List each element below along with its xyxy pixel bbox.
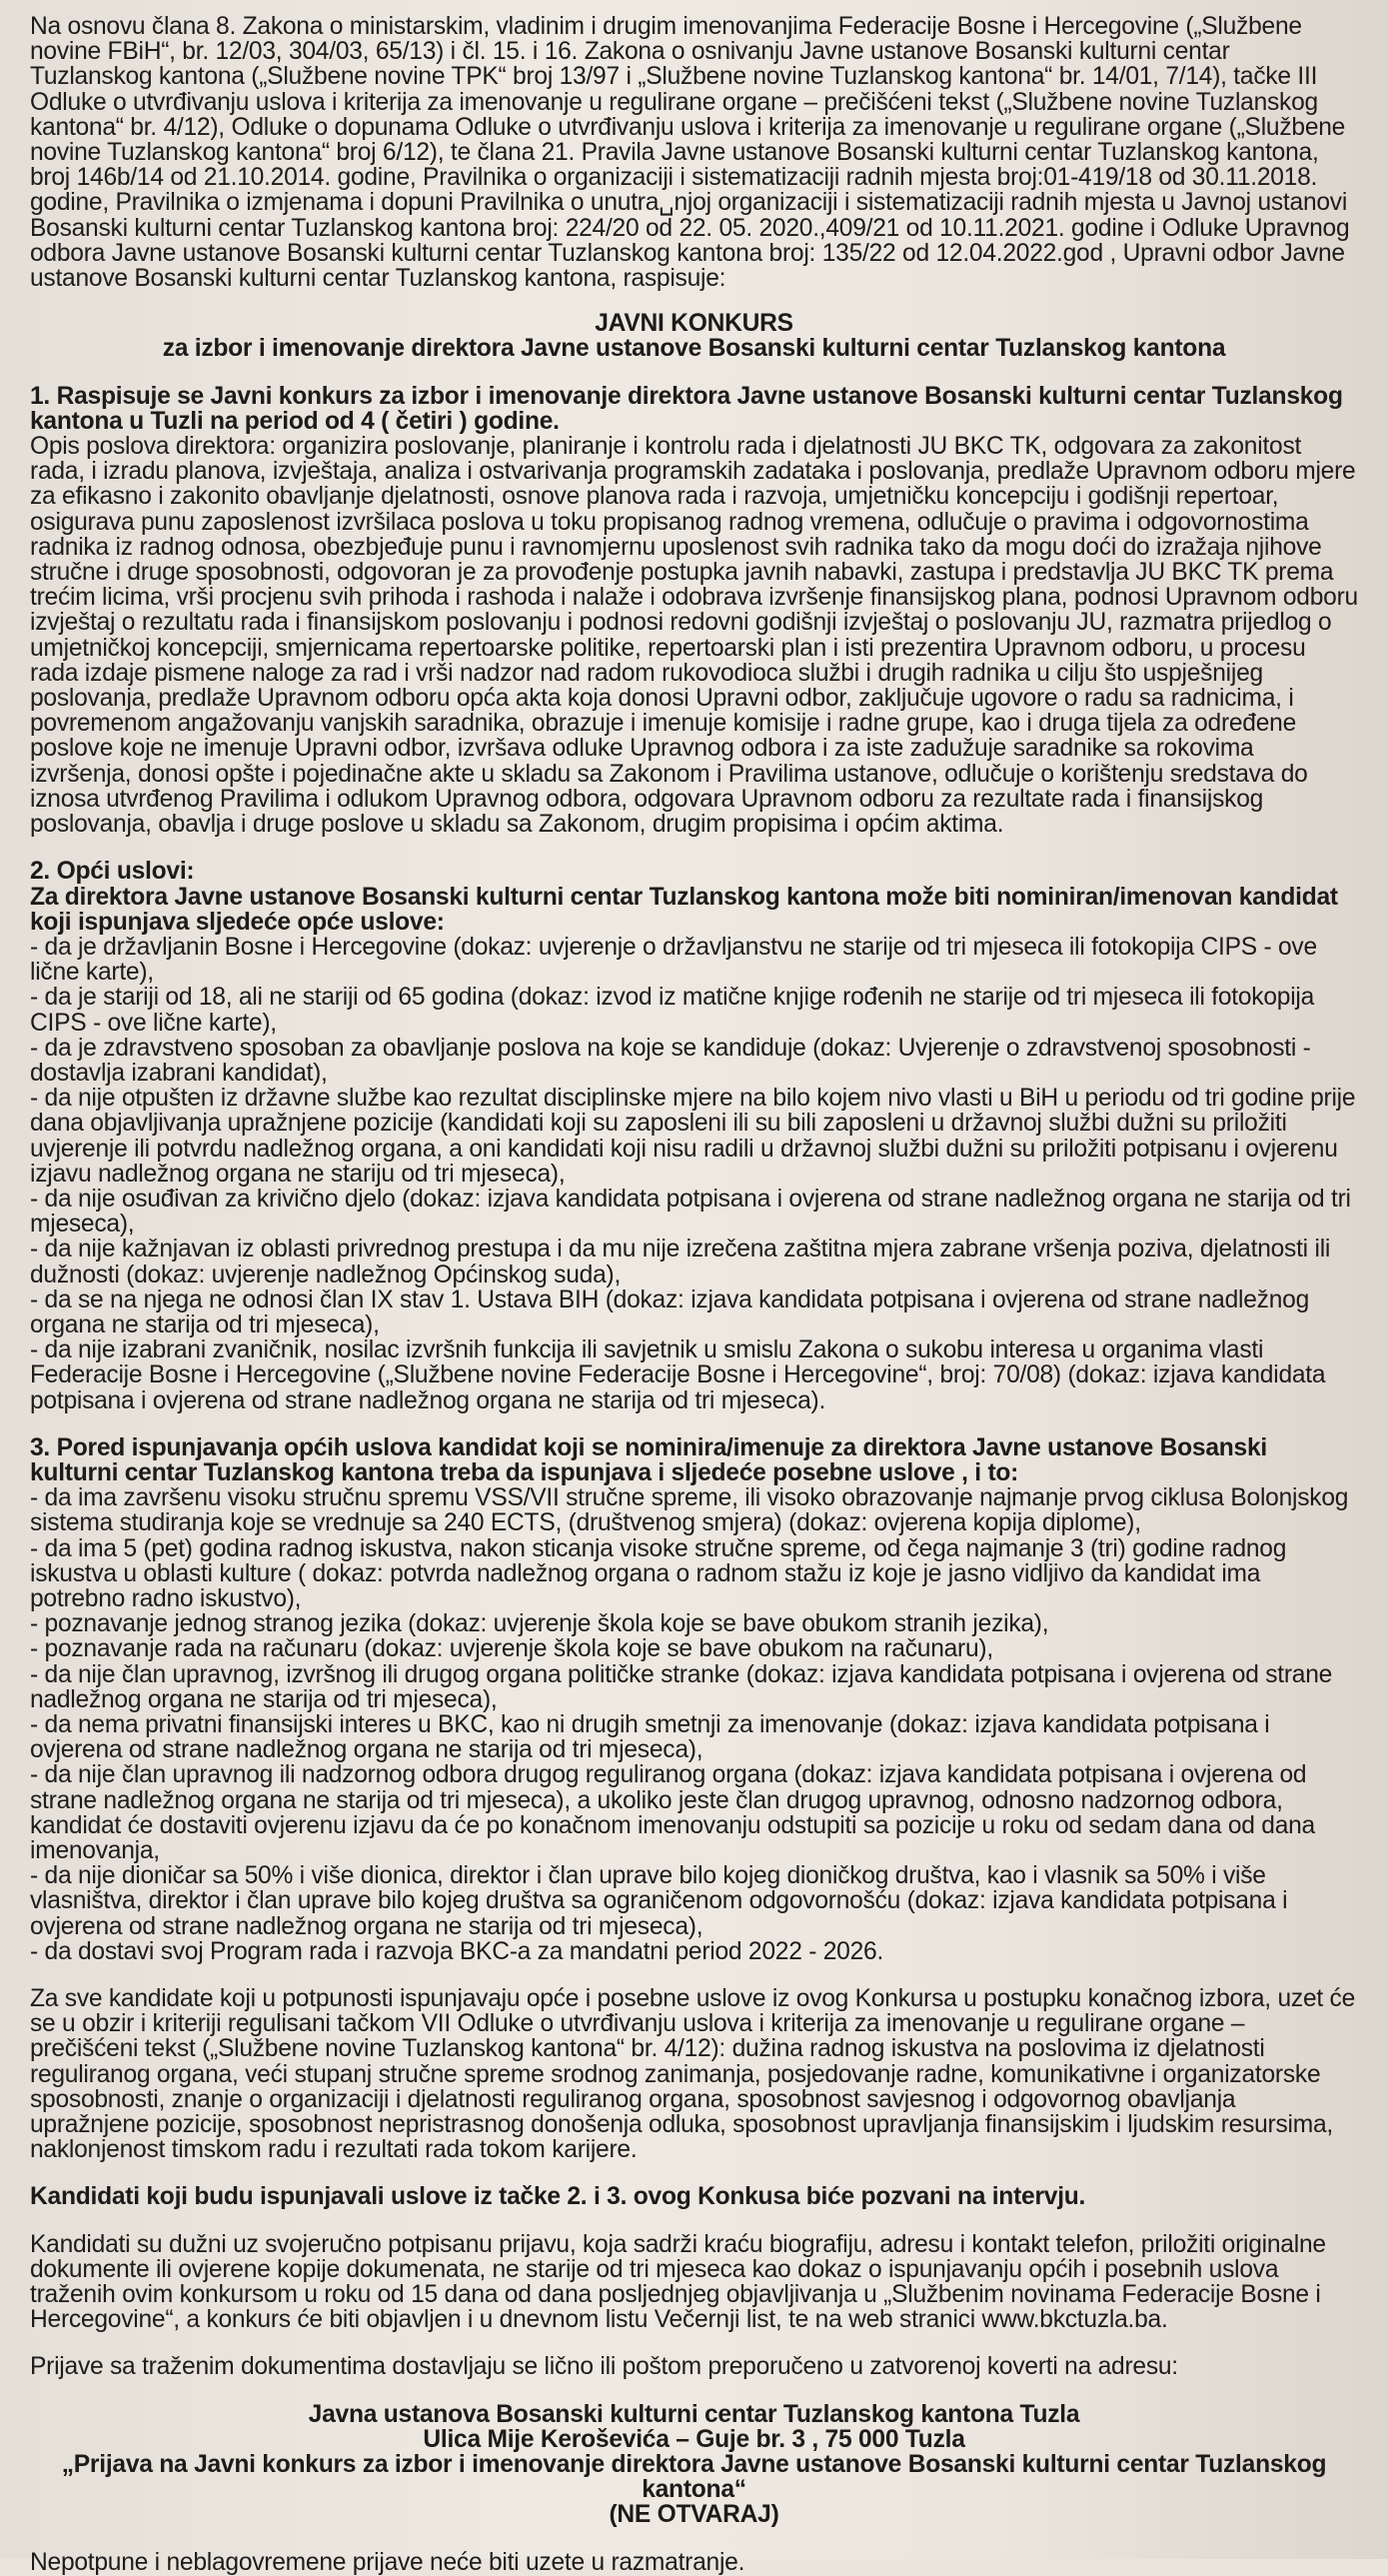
section-2-lead: Za direktora Javne ustanove Bosanski kulturni centar Tuzlanskog kantona može biti nominiran/imenovan kandidat koji ispunjava sljedeće opće uslove: xyxy=(30,883,1338,936)
section-1 xyxy=(30,384,1358,838)
general-condition-item: - da je stariji od 18, ali ne stariji od 65 godina (dokaz: izvod iz matične knjige rođenih ne starije od tri mjeseca ili fotokopija CIPS - ove lične karte), xyxy=(30,984,1315,1037)
special-condition-item: - da nije dioničar sa 50% i više dionica, direktor i član uprave bilo kojeg dioničkog društva, kao i vlasnik sa 50% i više vlasništva, direktor i član uprave bilo kojeg društva sa ograničenom odgovornošću (dokaz: izjava kandidata potpisana i ovjerena od strane nadležnog organa ne starija od tri mjeseca), xyxy=(30,1862,1288,1940)
special-condition-item: - poznavanje rada na računaru (dokaz: uvjerenje škola koje se bave obukom na računaru), xyxy=(30,1635,993,1663)
general-condition-item: - da nije izabrani zvaničnik, nosilac izvršnih funkcija ili savjetnik u smislu Zakona o sukobu interesa u organima vlasti Federacije Bosne i Hercegovine („Službene novine Federacije Bosne i Hercegovine“, broj: 70/08) (dokaz: izjava kandidata potpisana i ovjerena od strane nadležnog organa ne starija od tri mjeseca). xyxy=(30,1336,1326,1414)
special-condition-item: - da nije član upravnog ili nadzornog odbora drugog reguliranog organa (dokaz: izjava kandidata potpisana i ovjerena od strane nadležnog organa ne starija od tri mjeseca), a ukoliko jeste član drugog upravnog, odnosno nadzornog odbora, kandidat će dostaviti ovjerenu izjavu da će po konačnom imenovanju odstupiti sa pozicije u roku od sedam dana od dana imenovanja, xyxy=(30,1761,1315,1865)
intro-paragraph: Na osnovu člana 8. Zakona o ministarskim, vladinim i drugim imenovanjima Federacije Bosne i Hercegovine („Službene novine FBiH“, br. 12/03, 304/03, 65/13) i čl. 15. i 16. Zakona o osnivanju Javne ustanove Bosanski kulturni centar Tuzlanskog kantona („Službene novine TPK“ broj 13/97 i „Službene novine Tuzlanskog kantona“ br. 14/01, 7/14), tačke III Odluke o utvrđivanju uslova i kriterija za imenovanje u regulirane organe – prečišćeni tekst („Službene novine Tuzlanskog kantona“ br. 4/12), Odluke o dopunama Odluke o utvrđivanju uslova i kriterija za imenovanje u regulirane organe („Službene novine Tuzlanskog kantona“ broj 6/12), te člana 21. Pravila Javne ustanove Bosanski kulturni centar Tuzlanskog kantona, broj 146b/14 od 21.10.2014. godine, Pravilnika o organizaciji i sistematizaciji radnih mjesta broj:01-419/18 od 30.11.2018. godine, Pravilnika o izmjenama i dopuni Pravilnika o unutra␣njoj organizaciji i sistematizaciji radnih mjesta u Javnoj ustanovi Bosanski kulturni centar Tuzlanskog kantona broj: 224/20 od 22. 05. 2020.,409/21 od 10.11.2021. godine i Odluke Upravnog odbora Javne ustanove Bosanski kulturni centar Tuzlanskog kantona broj: 135/22 od 12.04.2022.god , Upravni odbor Javne ustanove Bosanski kulturni centar Tuzlanskog kantona, raspisuje: xyxy=(30,13,1350,293)
interview-notice: Kandidati koji budu ispunjavali uslove iz tačke 2. i 3. ovog Konkusa biće pozvani na intervju. xyxy=(30,2183,1086,2211)
submission-instructions: Prijave sa traženim dokumentima dostavljaju se lično ili poštom preporučeno u zatvorenoj koverti na adresu: xyxy=(30,2353,1178,2381)
general-condition-item: - da nije otpušten iz državne službe kao rezultat disciplinske mjere na bilo kojem nivo vlasti u BiH u periodu od tri godine prije dana objavljivanja upražnjene pozicije (kandidati koji su zaposleni ili su bili zaposleni u državnoj službi dužni su priložiti uvjerenje ili potvrdu nadležnog organa, a oni kandidati koji nisu radili u državnoj službi dužni su priložiti potpisanu i ovjerenu izjavu nadležnog organa ne stariju od tri mjeseca), xyxy=(30,1085,1356,1188)
address-street: Ulica Mije Keroševića – Guje br. 3 , 75 000 Tuzla xyxy=(423,2425,965,2453)
section-3 xyxy=(30,1435,1358,1964)
special-condition-item: - da ima 5 (pet) godina radnog iskustva, nakon sticanja visoke stručne spreme, od čega najmanje 3 (tri) godine radnog iskustva u oblasti kulture ( dokaz: potvrda nadležnog organa o radnom stažu iz koje je jasno vidljivo da kandidat ima potrebno radno iskustvo), xyxy=(30,1534,1287,1612)
section-1-heading: 1. Raspisuje se Javni konkurs za izbor i imenovanje direktora Javne ustanove Bosanski kulturni centar Tuzlanskog kantona u Tuzli na period od 4 ( četiri ) godine. xyxy=(30,382,1343,435)
general-condition-item: - da nije osuđivan za krivično djelo (dokaz: izjava kandidata potpisana i ovjerena od strane nadležnog organa ne starija od tri mjeseca), xyxy=(30,1185,1351,1239)
required-documents-paragraph: Kandidati su dužni uz svojeručno potpisanu prijavu, koja sadrži kraću biografiju, adresu i kontakt telefon, priložiti originalne dokumente ili ovjerene kopije dokumenata, ne starije od tri mjeseca kao dokaz o ispunjavanju općih i posebnih uslova traženih ovim konkursom u roku od 15 dana od dana posljednjeg objavljivanja u „Službenim novinama Federacije Bosne i Hercegovine“, a konkurs će biti objavljen i u dnevnom listu Večernji list, te na web stranici www.bkctuzla.ba. xyxy=(30,2230,1326,2334)
general-condition-item: - da je zdravstveno sposoban za obavljanje poslova na koje se kandiduje (dokaz: Uvjerenje o zdravstvenoj sposobnosti - dostavlja izabrani kandidat), xyxy=(30,1034,1311,1087)
special-condition-item: - da ima završenu visoku stručnu spremu VSS/VII stručne spreme, ili visoko obrazovanje najmanje prvog ciklusa Bolonjskog sistema studiranja koje se vrednuje sa 240 ECTS, (društvenog smjera) (dokaz: ovjerena kopija diplome), xyxy=(30,1484,1349,1537)
section-1-body: Opis poslova direktora: organizira poslovanje, planiranje i kontrolu rada i djelatnosti JU BKC TK, odgovara za zakonitost rada, i izradu planova, izvještaja, analiza i ostvarivanja programskih zadataka i poslovanja, predlaže Upravnom odboru mjere za efikasno i zakonito obavljanje djelatnosti, osnove planova rada i razvoja, umjetničku koncepciju i godišnji repertoar, osigurava punu zaposlenost izvršilaca poslova u toku propisanog radnog vremena, odlučuje o pravima i odgovornostima radnika iz radnog odnosa, obezbjeđuje punu i ravnomjernu uposlenost svih radnika tako da mogu doći do izražaja njihove stručne i druge sposobnosti, odgovoran je za provođenje postupka javnih nabavki, zastupa i predstavlja JU BKC TK prema trećim licima, vrši procjenu svih prihoda i rashoda i nalaže i odobrava izvršenje finansijskog plana, podnosi Upravnom odboru izvještaj o rezultatu rada i finansijskom poslovanju i podnosi redovni godišnji izvještaj o poslovanju JU, razmatra prijedlog o umjetničkoj koncepciji, smjernicama repertoarske politike, repertoarski plan i isti prezentira Upravnom odboru, u procesu rada izdaje pismene naloge za rad i vrši nadzor nad radom rukovodioca službi i drugih radnika u cilju što uspješnijeg poslovanja, predlaže Upravnom odboru opća akta koja donosi Upravni odbor, zaključuje ugovore o radu sa radnicima, i povremenom angažovanju vanjskih saradnika, obrazuje i imenuje komisije i radne grupe, kao i druga tijela za određene poslove koje ne imenuje Upravni odbor, izvršava odluke Upravnog odbora i za iste zadužuje saradnike sa rokovima izvršenja, donosi opšte i pojedinačne akte u skladu sa Zakonom i Pravilima ustanove, odlučuje o korištenju sredstava do iznosa utvrđenog Pravilima i odlukom Upravnog odbora, odgovara Upravnom odboru za rezultate rada i finansijskog poslovanja, obavlja i druge poslove u skladu sa Zakonom, drugim propisima i općim aktima. xyxy=(30,433,1358,839)
section-2-heading: 2. Opći uslovi: xyxy=(30,858,195,886)
special-condition-item: - da nema privatni finansijski interes u BKC, kao ni drugih smetnji za imenovanje (dokaz: izjava kandidata potpisana i ovjerena od strane nadležnog organa ne starija od tri mjeseca), xyxy=(30,1711,1270,1764)
address-do-not-open: (NE OTVARAJ) xyxy=(609,2501,779,2529)
konkurs-title: JAVNI KONKURS xyxy=(595,310,793,338)
special-condition-item: - da dostavi svoj Program rada i razvoja BKC-a za mandatni period 2022 - 2026. xyxy=(30,1937,884,1965)
address-envelope-label: „Prijava na Javni konkurs za izbor i imenovanje direktora Javne ustanove Bosanski kulturni centar Tuzlanskog kantona“ xyxy=(61,2451,1327,2504)
footer-notice: Nepotpune i neblagovremene prijave neće biti uzete u razmatranje. xyxy=(30,2548,745,2576)
section-3-heading: 3. Pored ispunjavanja općih uslova kandidat koji se nominira/imenuje za direktora Javne ustanove Bosanski kulturni centar Tuzlanskog kantona treba da ispunjava i sljedeće posebne uslove , i to: xyxy=(30,1433,1267,1486)
selection-criteria-paragraph: Za sve kandidate koji u potpunosti ispunjavaju opće i posebne uslove iz ovog Konkursa u postupku konačnog izbora, uzet će se u obzir i kriteriji regulisani tačkom VII Odluke o utvrđivanju uslova i kriterija za imenovanje u regulirane organe – prečišćeni tekst („Službene novine Tuzlanskog kantona“ br. 4/12): dužina radnog iskustva na poslovima iz djelatnosti reguliranog organa, veći stupanj stručne spreme srodnog zanimanja, posjedovanje radne, komunikativne i organizatorske sposobnosti, znanje o organizaciji i djelatnosti reguliranog organa, sposobnost savjesnog i odgovornog obavljanja upražnjene pozicije, sposobnost nepristrasnog donošenja odluka, sposobnost upravljanja finansijskim i ljudskim resursima, naklonjenost timskom radu i rezultati rada tokom karijere. xyxy=(30,1985,1356,2164)
general-condition-item: - da je državljanin Bosne i Hercegovine (dokaz: uvjerenje o državljanstvu ne starije od tri mjeseca ili fotokopija CIPS - ove lične karte), xyxy=(30,933,1317,987)
konkurs-subtitle: za izbor i imenovanje direktora Javne ustanove Bosanski kulturni centar Tuzlanskog kantona xyxy=(162,335,1226,363)
address-institution: Javna ustanova Bosanski kulturni centar Tuzlanskog kantona Tuzla xyxy=(308,2400,1080,2428)
general-condition-item: - da nije kažnjavan iz oblasti privrednog prestupa i da mu nije izrečena zaštitna mjera zabrane vršenja poziva, djelatnosti ili dužnosti (dokaz: uvjerenje nadležnog Općinskog suda), xyxy=(30,1236,1331,1288)
mailing-address xyxy=(30,2402,1358,2528)
special-condition-item: - da nije član upravnog, izvršnog ili drugog organa političke stranke (dokaz: izjava kandidata potpisana i ovjerena od strane nadležnog organa ne starija od tri mjeseca), xyxy=(30,1660,1333,1713)
section-2 xyxy=(30,859,1358,1412)
general-condition-item: - da se na njega ne odnosi član IX stav 1. Ustava BIH (dokaz: izjava kandidata potpisana i ovjerena od strane nadležnog organa ne starija od tri mjeseca), xyxy=(30,1286,1309,1338)
special-condition-item: - poznavanje jednog stranog jezika (dokaz: uvjerenje škola koje se bave obukom stranih jezika), xyxy=(30,1610,1049,1638)
